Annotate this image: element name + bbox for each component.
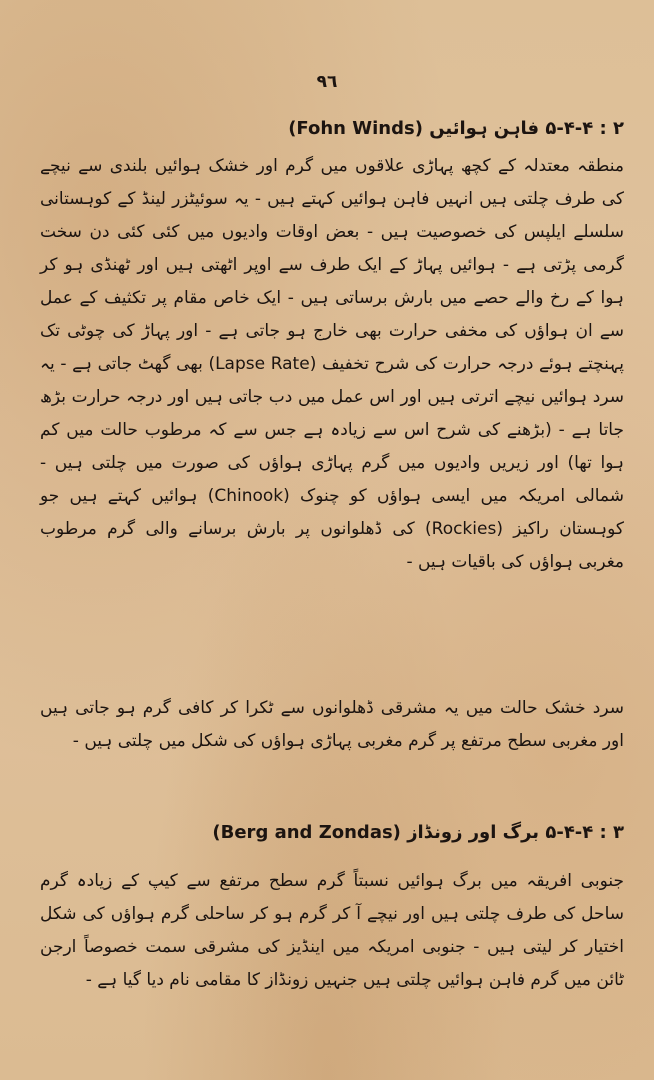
paragraph-fohn-continued: سرد خشک حالت میں یہ مشرقی ڈھلوانوں سے ٹکرا کر کافی گرم ہو جاتی ہیں اور مغربی سطح مرتفع پر گرم مغربی پہاڑی ہواؤں کی شکل میں چلتی ہیں - [40,698,624,751]
paragraph-fohn-description: منطقہ معتدلہ کے کچھ پہاڑی علاقوں میں گرم اور خشک ہوائیں بلندی سے نیچے کی طرف چلتی ہیں انہیں فاہن ہوائیں کہتے ہیں - یہ سوئیٹزر لینڈ کے کوہستانی سلسلے ایلپس کی خصوصیت ہیں - بعض اوقات وادیوں میں کئی کئی دن سخت گرمی پڑتی ہے - ہوائیں پہاڑ کے ایک طرف سے اوپر اٹھتی ہیں اور ٹھنڈی ہو کر ہوا کے رخ والے حصے میں بارش برساتی ہیں - ایک خاص مقام پر تکثیف کے عمل سے ان ہواؤں کی مخفی حرارت بھی خارج ہو جاتی ہے - اور پہاڑ کی چوٹی تک پہنچتے ہوئے درجہ حرارت کی شرح تخفیف (Lapse Rate) بھی گھٹ جاتی ہے - یہ سرد ہوائیں نیچے اترتی ہیں اور اس عمل میں دب جاتی ہیں اور درجہ حرارت بڑھ جاتا ہے - (بڑھنے کی شرح اس سے زیادہ ہے جس سے کہ مرطوب حالت میں کم ہوا تھا) اور زیریں وادیوں میں گرم پہاڑی ہواؤں کی صورت میں چلتی ہیں - شمالی امریکہ میں ایسی ہواؤں کو چنوک (Chinook) ہوائیں کہتے ہیں جو کوہستان راکیز (Rockies) کی ڈھلوانوں پر بارش برسانے والی گرم مرطوب مغربی ہواؤں کی باقیات ہیں - [40,156,624,572]
section-heading-berg-zondas [212,822,624,843]
section-title-urdu: برگ اور زونڈاز [407,822,540,843]
section-number: ۳ : ۵-۴-۴ [545,822,624,843]
page-number: ۹٦ [316,72,338,92]
section-title-english: (Fohn Winds) [288,118,423,139]
section-number: ۲ : ۵-۴-۴ [545,118,624,139]
section-title-urdu: فاہن ہوائیں [429,118,540,139]
section-heading-fohn-winds [288,118,624,139]
paragraph-berg-zondas: جنوبی افریقہ میں برگ ہوائیں نسبتاً گرم سطح مرتفع سے کیپ کے زیادہ گرم ساحل کی طرف چلتی ہیں اور نیچے آ کر گرم ہو کر ساحلی گرم ہواؤں کی شکل اختیار کر لیتی ہیں - جنوبی امریکہ میں اینڈیز کی مشرقی سمت خصوصاً ارجن ٹائن میں گرم فاہن ہوائیں چلتی ہیں جنہیں زونڈاز کا مقامی نام دیا گیا ہے - [40,871,624,990]
section-title-english: (Berg and Zondas) [212,822,401,843]
